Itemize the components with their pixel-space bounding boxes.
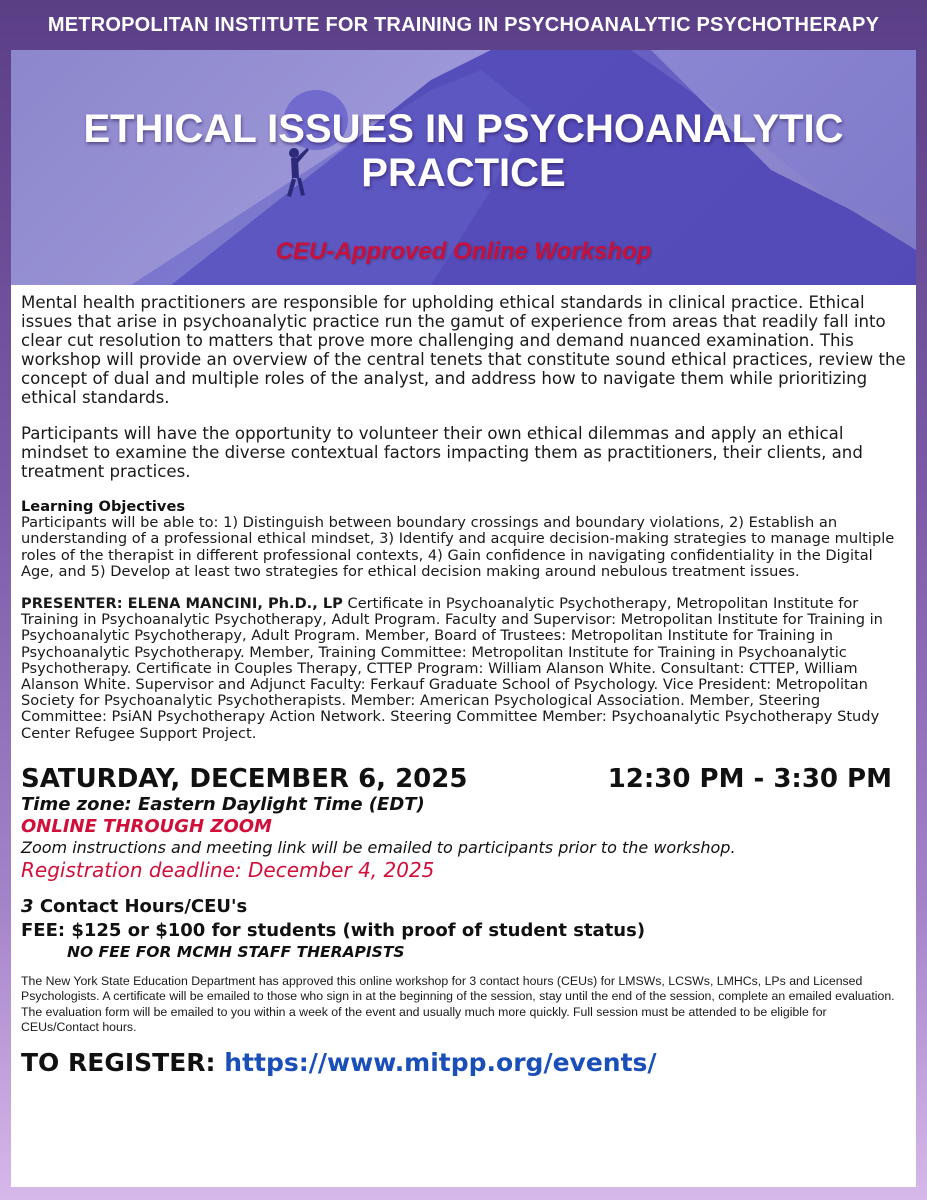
hero-banner <box>11 50 916 285</box>
contact-hours <box>21 896 906 918</box>
objectives-heading: Learning Objectives <box>21 498 186 515</box>
event-time: 12:30 PM - 3:30 PM <box>607 763 892 794</box>
ceu-disclaimer: The New York State Education Department has approved this online workshop for 3 contact hours (CEUs) for LMSWs, LCSWs, LMHCs, LPs and Licensed Psychologists. A certificate will be emailed to those who sign in at the beginning of the session, stay until the end of the session, complete an emailed evaluation. The evaluation form will be emailed to you within a week of the event and usually much more quickly. Full session must be attended to be eligible for CEUs/Contact hours. <box>21 973 895 1035</box>
presenter-name: PRESENTER: ELENA MANCINI, Ph.D., LP <box>21 595 343 613</box>
workshop-title <box>11 107 916 195</box>
event-timezone: Time zone: Eastern Daylight Time (EDT) <box>21 793 425 815</box>
contact-hours-number: 3 <box>21 895 34 917</box>
zoom-note: Zoom instructions and meeting link will be emailed to participants prior to the workshop. <box>21 837 736 857</box>
org-header: METROPOLITAN INSTITUTE FOR TRAINING IN PSYCHOANALYTIC PSYCHOTHERAPY <box>47 13 880 36</box>
presenter-bio: Certificate in Psychoanalytic Psychotherapy, Metropolitan Institute for Training in Psychoanalytic Psychotherapy, Adult Program. Faculty and Supervisor: Metropolitan Institute for Training in Psychoanalytic Psychotherapy, Adult Program. Member, Board of Trustees: Metropolitan Institute for Training in Psychoanalytic Psychotherapy. Member, Training Committee: Metropolitan Institute for Training in Psychoanalytic Psychotherapy. Certificate in Couples Therapy, CTTEP Program: William Alanson White. Consultant: CTTEP, William Alanson White. Supervisor and Adjunct Faculty: Ferkauf Graduate School of Psychology. Vice President: Metropolitan Society for Psychoanalytic Psychotherapists. Member: American Psychological Association. Member, Steering Committee: PsiAN Psychotherapy Action Network. Steering Committee Member: Psychoanalytic Psychotherapy Study Center Refugee Support Project. <box>21 595 883 742</box>
event-datetime-row <box>21 764 906 794</box>
intro-paragraph-2: Participants will have the opportunity to volunteer their own ethical dilemmas and apply an ethical mindset to examine the diverse contextual factors impacting them as practitioners, their clients, and treatment practices. <box>21 424 863 481</box>
register-line <box>21 1048 906 1078</box>
workshop-subtitle: CEU-Approved Online Workshop <box>275 238 652 265</box>
fee-info: FEE: $125 or $100 for students (with proof of student status) <box>21 919 646 941</box>
presenter-block <box>21 596 906 742</box>
title-line-2: PRACTICE <box>361 151 566 195</box>
contact-hours-label: Contact Hours/CEU's <box>39 895 248 917</box>
intro-paragraph-1: Mental health practitioners are responsible for upholding ethical standards in clinical practice. Ethical issues that arise in psychoanalytic practice run the gamut of experience from areas that readily fall into clear cut resolution to matters that prove more challenging and demand nuanced examination. This workshop will provide an overview of the central tenets that constitute sound ethical practices, review the concept of dual and multiple roles of the analyst, and address how to navigate them while prioritizing ethical standards. <box>21 293 906 407</box>
register-label: TO REGISTER: <box>21 1047 216 1077</box>
event-date: SATURDAY, DECEMBER 6, 2025 <box>21 763 468 794</box>
content-panel <box>11 285 916 1187</box>
registration-deadline: Registration deadline: December 4, 2025 <box>21 857 435 882</box>
online-notice: ONLINE THROUGH ZOOM <box>21 815 272 837</box>
title-line-1: ETHICAL ISSUES IN PSYCHOANALYTIC <box>83 107 844 151</box>
objectives-text: Participants will be able to: 1) Distinguish between boundary crossings and boundary violations, 2) Establish an understanding of a professional ethical mindset, 3) Identify and acquire decision-making strategies to manage multiple roles of the therapist in different professional contexts, 4) Gain confidence in navigating confidentiality in the Digital Age, and 5) Develop at least two strategies for ethical decision making around nebulous treatment issues. <box>21 514 895 580</box>
no-fee-note: NO FEE FOR MCMH STAFF THERAPISTS <box>67 942 405 961</box>
register-link[interactable]: https://www.mitpp.org/events/ <box>224 1047 657 1077</box>
